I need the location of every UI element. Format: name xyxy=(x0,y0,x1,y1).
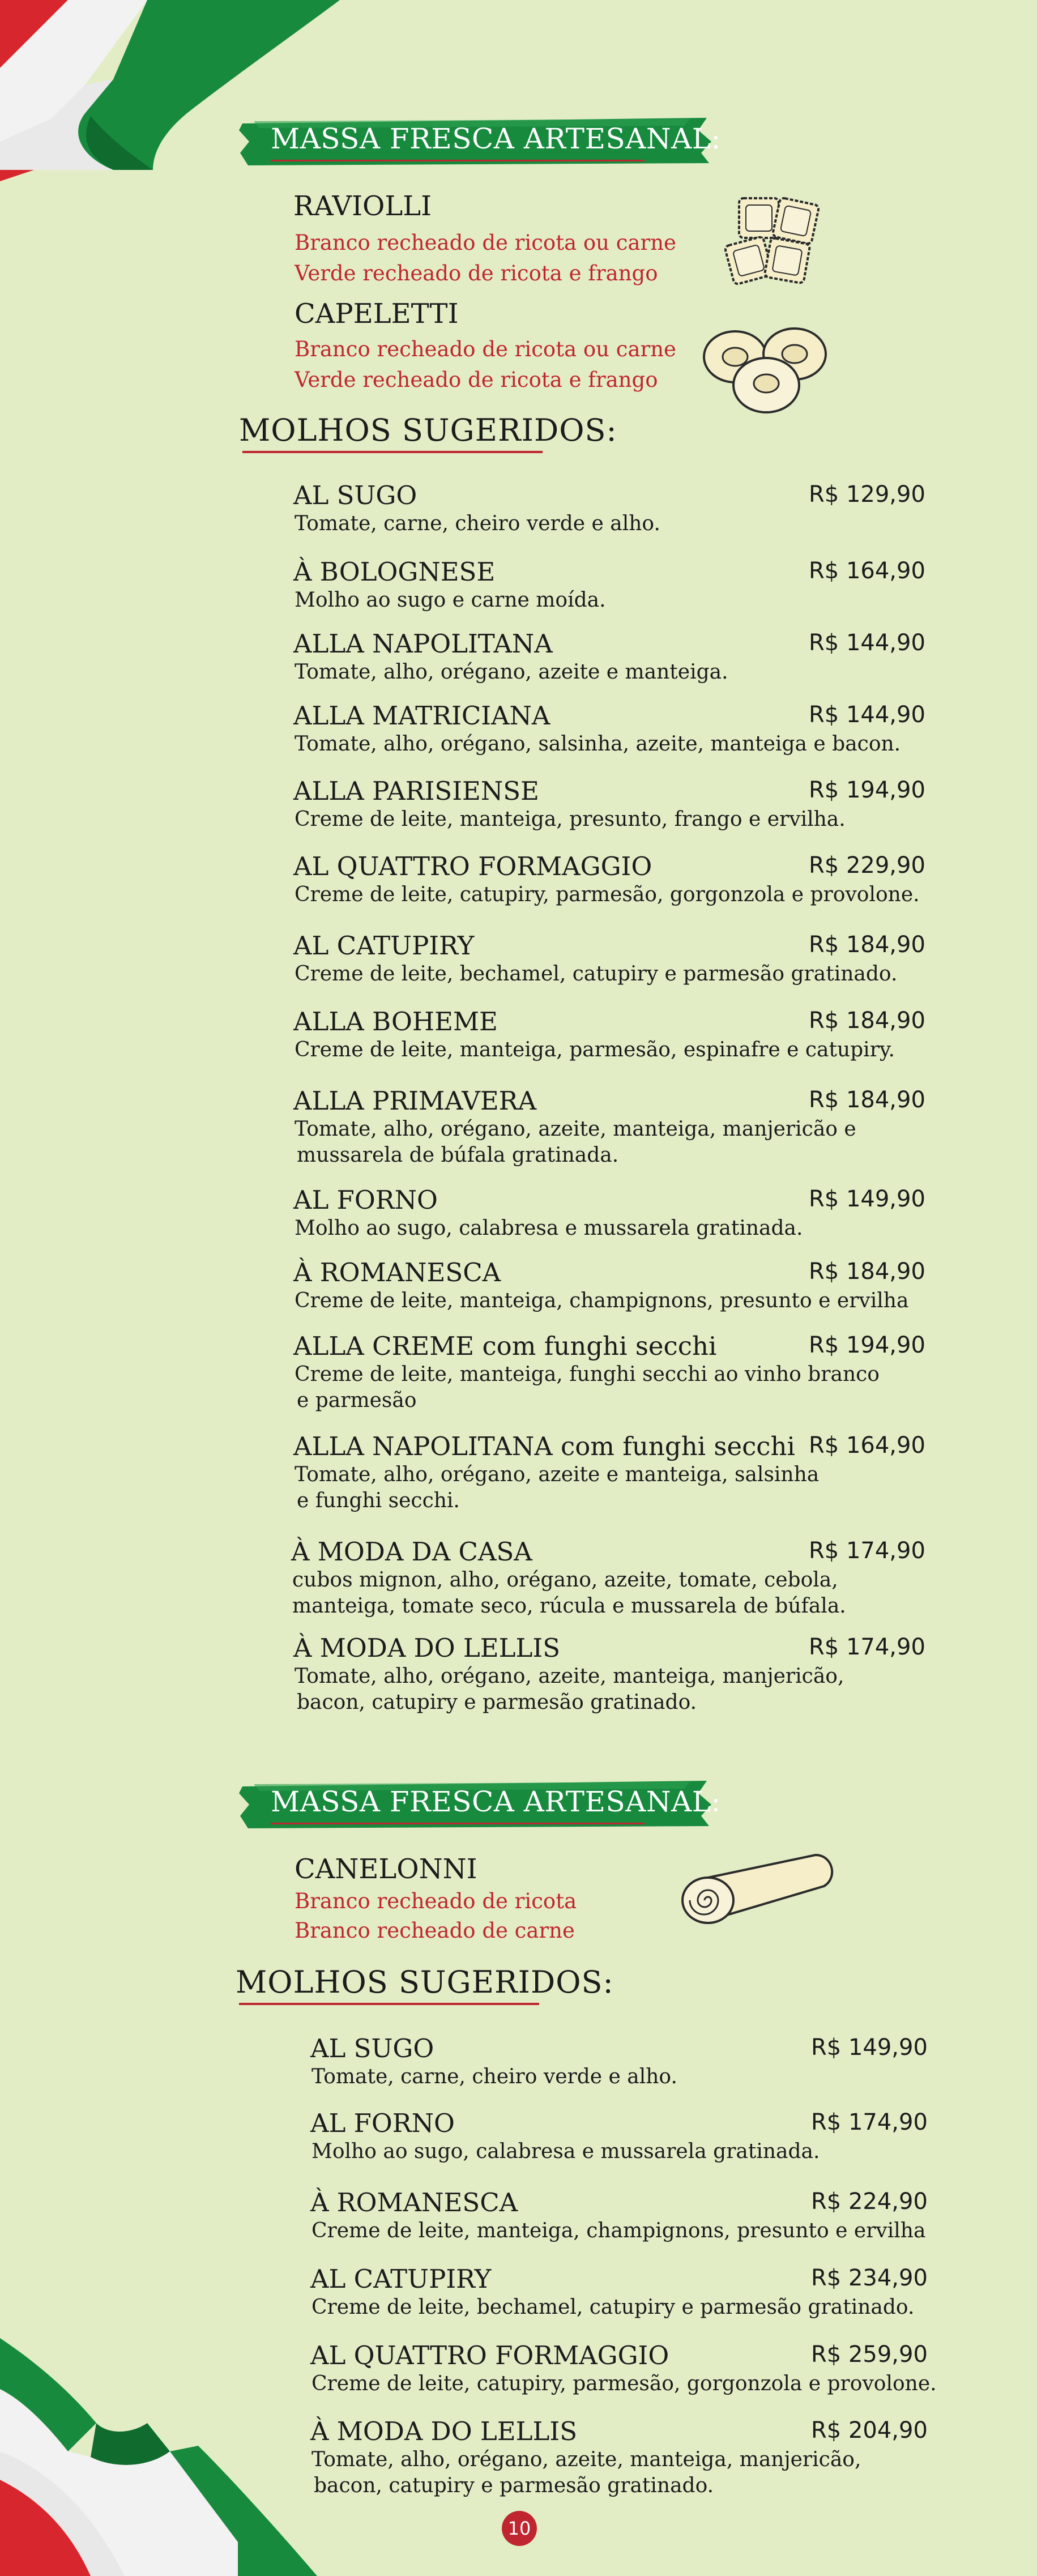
canelonni-icon xyxy=(674,1844,844,1940)
menu-item-name: ALLA CREME com funghi secchi xyxy=(293,1331,717,1361)
menu-item-name: À MODA DA CASA xyxy=(291,1537,532,1567)
menu-item xyxy=(310,2033,677,2090)
banner-underline xyxy=(271,1823,645,1824)
menu-item xyxy=(293,1431,819,1514)
menu-item-description: bacon, catupiry e parmesão gratinado. xyxy=(314,2474,714,2497)
ravioli-icon xyxy=(722,187,830,300)
menu-item-description: Creme de leite, bechamel, catupiry e parmesão gratinado. xyxy=(311,2296,915,2319)
menu-item-price: R$ 224,90 xyxy=(811,2189,928,2215)
menu-item-name: AL CATUPIRY xyxy=(310,2264,492,2294)
menu-item-price: R$ 259,90 xyxy=(811,2342,928,2368)
menu-item-description: Tomate, carne, cheiro verde e alho. xyxy=(311,2065,677,2088)
menu-item-price: R$ 174,90 xyxy=(811,2109,928,2135)
menu-item-price: R$ 204,90 xyxy=(811,2417,928,2443)
menu-item-name: À ROMANESCA xyxy=(293,1257,501,1287)
menu-item-description: Tomate, alho, orégano, salsinha, azeite, manteiga e bacon. xyxy=(295,732,901,756)
menu-item-price: R$ 174,90 xyxy=(809,1634,925,1660)
menu-item-name: À BOLOGNESE xyxy=(293,557,496,587)
menu-item-price: R$ 174,90 xyxy=(809,1538,925,1564)
menu-item-name: À ROMANESCA xyxy=(310,2187,518,2217)
menu-item xyxy=(293,776,846,833)
menu-item-description: Creme de leite, manteiga, champignons, presunto e ervilha xyxy=(311,2219,926,2242)
menu-item-description: Tomate, alho, orégano, azeite, manteiga, manjericão, xyxy=(295,1665,844,1688)
menu-item-name: AL FORNO xyxy=(310,2108,455,2138)
menu-item-price: R$ 184,90 xyxy=(809,1008,925,1034)
menu-item-description: e funghi secchi. xyxy=(297,1489,460,1512)
menu-item-description: Molho ao sugo, calabresa e mussarela gratinada. xyxy=(311,2140,820,2163)
menu-item-price: R$ 164,90 xyxy=(809,558,925,584)
menu-item-price: R$ 184,90 xyxy=(809,932,925,958)
menu-item xyxy=(291,1537,846,1619)
menu-item-description: Tomate, alho, orégano, azeite e manteiga. xyxy=(295,660,728,684)
menu-item-name: À MODA DO LELLIS xyxy=(310,2416,578,2446)
menu-item-description: Creme de leite, manteiga, presunto, frango e ervilha. xyxy=(295,808,846,831)
pasta-desc-canelonni-2: Branco recheado de carne xyxy=(295,1918,575,1943)
pasta-desc-ravioli-1: Branco recheado de ricota ou carne xyxy=(295,231,676,255)
menu-item-price: R$ 184,90 xyxy=(809,1087,925,1113)
menu-item-price: R$ 149,90 xyxy=(811,2035,928,2061)
menu-item-name: ALLA NAPOLITANA xyxy=(293,629,553,659)
menu-item-description: mussarela de búfala gratinada. xyxy=(297,1144,619,1167)
menu-item xyxy=(310,2416,861,2499)
menu-item-description: bacon, catupiry e parmesão gratinado. xyxy=(297,1691,697,1714)
menu-item xyxy=(293,480,660,537)
capeletti-icon xyxy=(695,320,837,416)
section1-banner xyxy=(237,113,721,168)
menu-item-name: AL QUATTRO FORMAGGIO xyxy=(293,851,652,881)
menu-item-description: Creme de leite, manteiga, champignons, presunto e ervilha xyxy=(295,1289,909,1312)
banner-underline xyxy=(271,160,645,161)
pasta-desc-capeletti-1: Branco recheado de ricota ou carne xyxy=(295,337,676,361)
section1-sauces-title: MOLHOS SUGERIDOS: xyxy=(239,412,617,448)
menu-item-description: cubos mignon, alho, orégano, azeite, tomate, cebola, xyxy=(292,1568,838,1592)
menu-item-description: Creme de leite, catupiry, parmesão, gorgonzola e provolone. xyxy=(295,883,920,906)
menu-item-name: AL CATUPIRY xyxy=(293,931,475,961)
menu-item xyxy=(293,1006,895,1063)
pasta-desc-ravioli-2: Verde recheado de ricota e frango xyxy=(295,261,658,285)
pasta-name-canelonni: CANELONNI xyxy=(295,1853,477,1885)
menu-item-price: R$ 234,90 xyxy=(811,2265,928,2291)
pasta-name-ravioli: RAVIOLLI xyxy=(293,190,432,222)
menu-item-description: Molho ao sugo, calabresa e mussarela gratinada. xyxy=(295,1217,803,1240)
menu-item xyxy=(293,1086,856,1168)
menu-item-description: manteiga, tomate seco, rúcula e mussarela de búfala. xyxy=(292,1594,846,1618)
page-number: 10 xyxy=(502,2511,537,2546)
menu-item-price: R$ 144,90 xyxy=(809,702,925,728)
section1-sauces-underline xyxy=(242,451,543,453)
menu-item-description: Tomate, alho, orégano, azeite, manteiga, manjericão e xyxy=(295,1118,856,1141)
menu-item-description: Tomate, alho, orégano, azeite e manteiga, salsinha xyxy=(295,1463,820,1486)
section2-sauces-underline xyxy=(239,2003,539,2005)
menu-item-name: AL FORNO xyxy=(293,1185,438,1215)
menu-item-description: Creme de leite, manteiga, funghi secchi ao vinho branco xyxy=(295,1363,880,1386)
menu-item-price: R$ 194,90 xyxy=(809,1332,925,1358)
pasta-desc-canelonni-1: Branco recheado de ricota xyxy=(295,1889,577,1913)
menu-item-description: e parmesão xyxy=(297,1389,417,1412)
italian-flag-ribbon-bottom xyxy=(0,2338,340,2576)
section2-banner xyxy=(237,1776,721,1831)
menu-item-price: R$ 149,90 xyxy=(809,1186,925,1212)
menu-item-price: R$ 184,90 xyxy=(809,1259,925,1285)
menu-item-description: Creme de leite, manteiga, parmesão, espinafre e catupiry. xyxy=(295,1038,895,1061)
menu-item-description: Molho ao sugo e carne moída. xyxy=(295,588,606,612)
section1-banner-title: MASSA FRESCA ARTESANAL: xyxy=(271,122,721,155)
menu-item-description: Creme de leite, catupiry, parmesão, gorgonzola e provolone. xyxy=(311,2372,937,2395)
pasta-name-capeletti: CAPELETTI xyxy=(295,298,459,330)
menu-item-price: R$ 194,90 xyxy=(809,777,925,803)
menu-item-description: Tomate, alho, orégano, azeite, manteiga, manjericão, xyxy=(311,2448,861,2471)
menu-item-price: R$ 229,90 xyxy=(809,852,925,878)
menu-item-price: R$ 164,90 xyxy=(809,1432,925,1458)
menu-item-name: ALLA PRIMAVERA xyxy=(293,1086,537,1116)
menu-item-name: AL SUGO xyxy=(293,480,417,510)
menu-item-price: R$ 144,90 xyxy=(809,630,925,656)
menu-item-description: Creme de leite, bechamel, catupiry e parmesão gratinado. xyxy=(295,962,898,986)
menu-item-name: AL SUGO xyxy=(310,2033,434,2063)
menu-item xyxy=(293,1331,880,1414)
menu-item-name: ALLA PARISIENSE xyxy=(293,776,539,806)
menu-item xyxy=(310,2108,820,2165)
menu-item-description: Tomate, carne, cheiro verde e alho. xyxy=(295,512,660,535)
menu-item xyxy=(293,1633,844,1716)
menu-item xyxy=(293,931,897,987)
section2-banner-title: MASSA FRESCA ARTESANAL: xyxy=(271,1785,721,1818)
menu-item xyxy=(293,1185,803,1242)
menu-item xyxy=(293,629,728,685)
pasta-desc-capeletti-2: Verde recheado de ricota e frango xyxy=(295,368,658,392)
menu-item xyxy=(293,557,606,613)
menu-item-name: À MODA DO LELLIS xyxy=(293,1633,561,1663)
menu-item-name: ALLA MATRICIANA xyxy=(293,701,550,731)
menu-item-name: ALLA BOHEME xyxy=(293,1006,498,1037)
menu-item-name: AL QUATTRO FORMAGGIO xyxy=(310,2340,669,2370)
menu-item-price: R$ 129,90 xyxy=(809,481,925,507)
section2-sauces-title: MOLHOS SUGERIDOS: xyxy=(236,1964,614,2000)
menu-item-name: ALLA NAPOLITANA com funghi secchi xyxy=(293,1431,795,1461)
